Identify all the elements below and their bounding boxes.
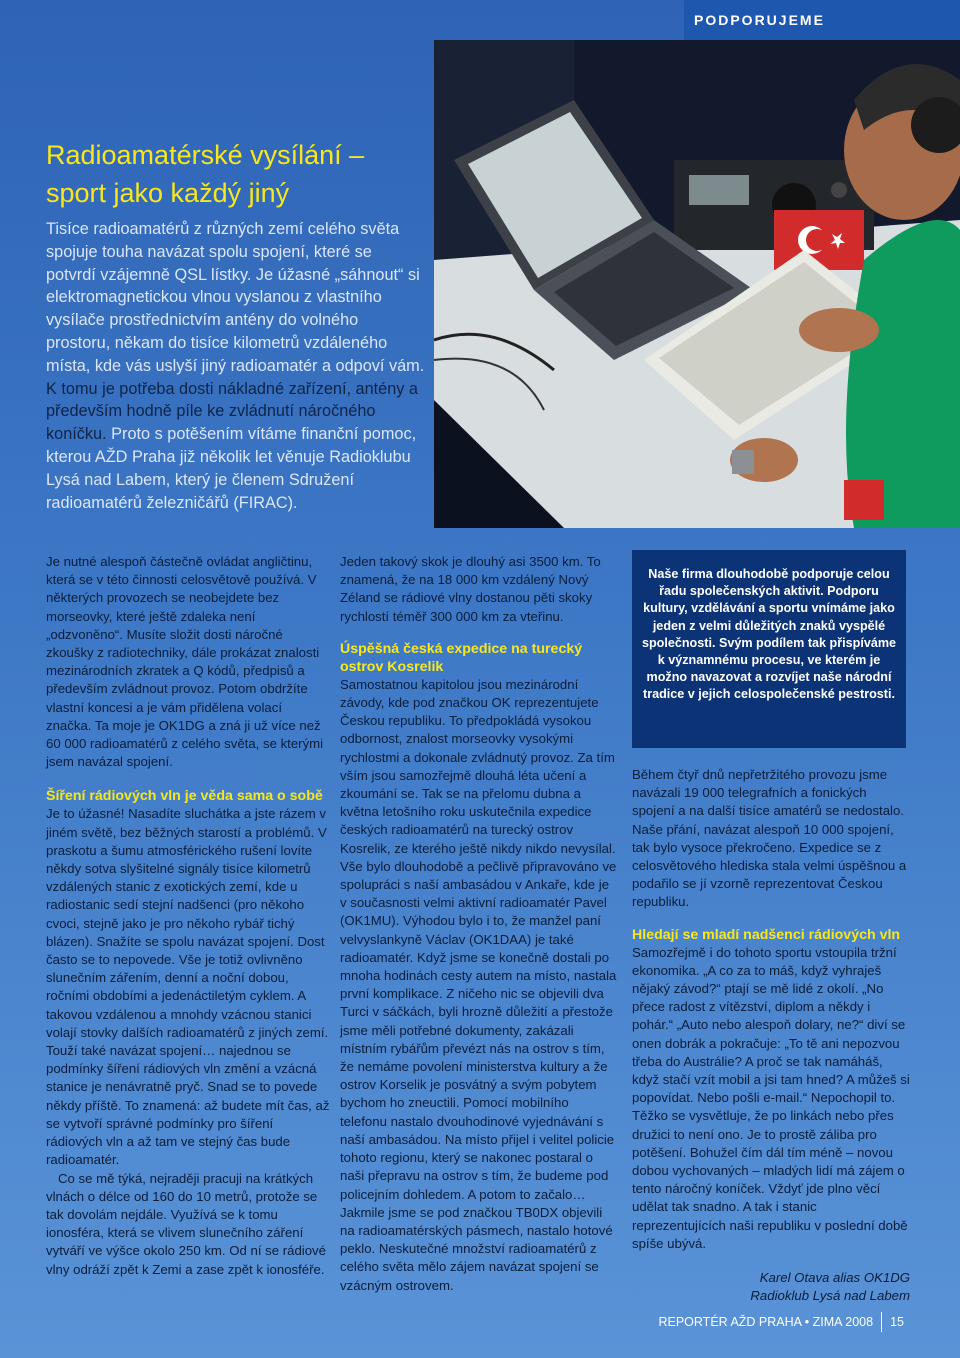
author-club: Radioklub Lysá nad Labem [750, 1288, 910, 1304]
column-1 [46, 553, 331, 1279]
col2-paragraph-1: Jeden takový skok je dlouhý asi 3500 km. To znamená, že na 18 000 km vzdálený Nový Zéland se rádiové vlny dostanou pěti skoky rychlostí téměř 300 000 km za vteřinu. [340, 554, 601, 624]
col1-paragraph-2: Je to úžasné! Nasadíte sluchátka a jste rázem v jiném světě, bez běžných starostí a problémů. V praskotu a šumu atmosférického rušení lovíte někdy sotva slyšitelné signály tisíce kilometrů vzdálených stanic z exotických zemí, kde u radiostanic sedí stejní nadšenci (pro někoho cvoci, stejně jako je pro někoho rybář tichý blázen). Snažíte se spolu navázat spojení. Dost často se to nepovede. Vše je totiž ovlivněno slunečním zářením, denní a noční dobou, ročními obdobími a jedenáctiletým cyklem. A takovou vzdálenou a mnohdy vzácnou stanici volají stovky dalších radioamatérů z jiných zemí. Touží také navázat spojení… najednou se podmínky šíření rádiových vln změní a vzácná stanice je nenávratně pryč. Snad se to povede někdy příště. To znamená: až budete mít čas, až se vytvoří správné podmínky pro šíření rádiových vln a až tam ve stejný čas bude radioamatér. [46, 806, 330, 1168]
col3-subheading: Hledají se mladí nadšenci rádiových vln [632, 926, 901, 943]
page-number: 15 [890, 1315, 904, 1329]
author-name: Karel Otava alias OK1DG [759, 1270, 910, 1286]
section-tag: PODPORUJEME [684, 0, 960, 40]
author-signature [632, 1269, 910, 1305]
article-title: Radioamatérské vysílání – sport jako každý jiný [46, 140, 365, 208]
column-2 [340, 553, 618, 1295]
page-footer [658, 1312, 904, 1332]
col1-paragraph-3: Co se mě týká, nejraději pracuji na krátkých vlnách o délce od 160 do 10 metrů, protože se tak dovolám nejdále. Využívá se k tomu ionosféra, která se vlivem slunečního záření vytváří ve výšce okolo 250 km. Od ní se rádiové vlny odráží zpět k Zemi a zase zpět k ionosféře. [46, 1170, 326, 1277]
intro-text-part-1: Tisíce radioamatérů z různých zemí celého světa spojuje touha navázat spolu spojení, které se potvrdí vzájemně QSL lístky. Je úžasné „sáhnout“ si elektromagnetickou vlnou vyslanou z vlastního vysílače prostřednictvím antény do volného prostoru, někam do tisíce kilometrů vzdáleného místa, kde vás uslyší jiný radioamatér a odpoví vám. [46, 220, 425, 375]
company-callout-box: Naše firma dlouhodobě podporuje celou řadu společenských aktivit. Podporu kultury, vzdělávání a sportu vnímáme jako jeden z velmi důležitých znaků vyspělé společnosti. Svým podílem tak přispíváme k významnému procesu, ve kterém je možno navazovat a rozvíjet naše národní tradice v jejich celospolečenské pestrosti. [632, 550, 906, 748]
col1-paragraph-1: Je nutné alespoň částečně ovládat angličtinu, která se v této činnosti celosvětově používá. V některých provozech se neobejdete bez morseovky, které ještě zdaleka není „odzvoněno“. Musíte složit dosti náročné zkoušky z radiotechniky, dále prokázat znalosti mezinárodních zkratek a Q kódů, předpisů a především zvládnout provoz. Potom obdržíte vlastní koncesi a je vám přidělena volací značka. Ta moje je OK1DG a zná ji už více než 60 000 radioamatérů z celého světa, se kterými jsem navázal spojení. [46, 554, 324, 770]
article-intro [46, 218, 426, 514]
col2-subheading: Úspěšná česká expedice na turecký ostrov Kosrelik [340, 640, 583, 675]
footer-divider [881, 1312, 882, 1332]
col3-paragraph-1: Během čtyř dnů nepřetržitého provozu jsme navázali 19 000 telegrafních a fonických spojení a na další tisíce amatérů se nedostalo. Naše přání, navázat alespoň 10 000 spojení, tak bylo vysoce překročeno. Expedice se z celosvětového hlediska stala velmi úspěšnou a podařilo se jí vzorně reprezentovat Českou republiku. [632, 767, 907, 910]
intro-text-part-2: K tomu je potřeba dosti nákladné zařízení, antény a především hodně píle ke zvládnutí náročného koníčku. [46, 379, 418, 444]
radio-operator-photo [434, 40, 960, 528]
photo-illustration [434, 40, 960, 528]
col3-paragraph-2: Samozřejmě i do tohoto sportu vstoupila tržní ekonomika. „A co za to máš, když vyhraješ nějaký závod?“ ptají se mě lidé z okolí. „No přece radost z vítězství, diplom a někdy i pohár.“ „Auto nebo alespoň dolary, ne?“ diví se onen dobrák a pokračuje: „To tě ani nepozvou třeba do Austrálie? A proč se tak namáháš, když stačí vzít mobil a jsi tam hned? A můžeš si popovídat. Nebo pošli e-mail.“ Nepochopil to. Těžko se vysvětluje, že po linkách nebo přes družici to není ono. Je to prostě záliba pro potěšení. Bohužel čím dál tím méně – novou dobou vychovaných – mladých lidí má zájem o tento náročný koníček. Vždyť jde plno věcí udělat tak snadno. A tak i stanic reprezentujících naši republiku v poslední době spíše ubývá. [632, 944, 910, 1251]
column-3 [632, 766, 910, 1305]
col2-paragraph-2: Samostatnou kapitolou jsou mezinárodní závody, kde pod značkou OK reprezentujete Českou republiku. To předpokládá vysokou odbornost, znalost morseovky vysokými rychlostmi a dokonale zvládnutý provoz. Za tím vším jsou samozřejmě dlouhá léta učení a zkoumání se. Tak se na přelomu dubna a května letošního roku uskutečnila expedice českých radioamatérů na turecký ostrov Kosrelik, ze kterého ještě nikdy nikdo nevysílal. Vše bylo dlouhodobě a pečlivě připravováno ve spolupráci s naší ambasádou v Ankaře, kde je v současnosti velmi aktivní radioamatér Pavel (OK1MU). Výhodou bylo i to, že manžel paní velvyslankyně Václav (OK1DAA) je také radioamatér. Když jsme se konečně dostali po mnoha hodinách cesty autem na místo, nastala první komplikace. Z ničeho nic se objevili dva Turci v sáčkách, byli hrozně důležití a přestože jsme měli potřebné dokumenty, zakázali místním rybářům převézt nás na ostrov s tím, že nemáme povolení ministerstva kultury a že ostrov Korselik je posvátný a svým pobytem bychom ho zneuctili. Pomocí mobilního telefonu nastalo dvouhodinové vyjednávání s naší ambasádou. Na místo přijel i velitel policie tohoto regionu, který se nakonec postaral o naši přepravu na ostrov s tím, že budeme pod policejním dohledem. A potom to začalo… Jakmile jsme se pod značkou TB0DX objevili na radioamatérských pásmech, nastalo hotové peklo. Neskutečné množství radioamatérů z celého světa mělo zájem navázat spojení se vzácným ostrovem. [340, 676, 617, 1293]
col1-subheading: Šíření rádiových vln je věda sama o sobě [46, 788, 323, 805]
intro-text-part-3: Proto s potěšením vítáme finanční pomoc, kterou AŽD Praha již několik let věnuje Radioklubu Lysá nad Labem, který je členem Sdružení radioamatérů železničářů (FIRAC). [46, 425, 417, 512]
publication-name: REPORTÉR AŽD PRAHA • ZIMA 2008 [658, 1315, 874, 1329]
